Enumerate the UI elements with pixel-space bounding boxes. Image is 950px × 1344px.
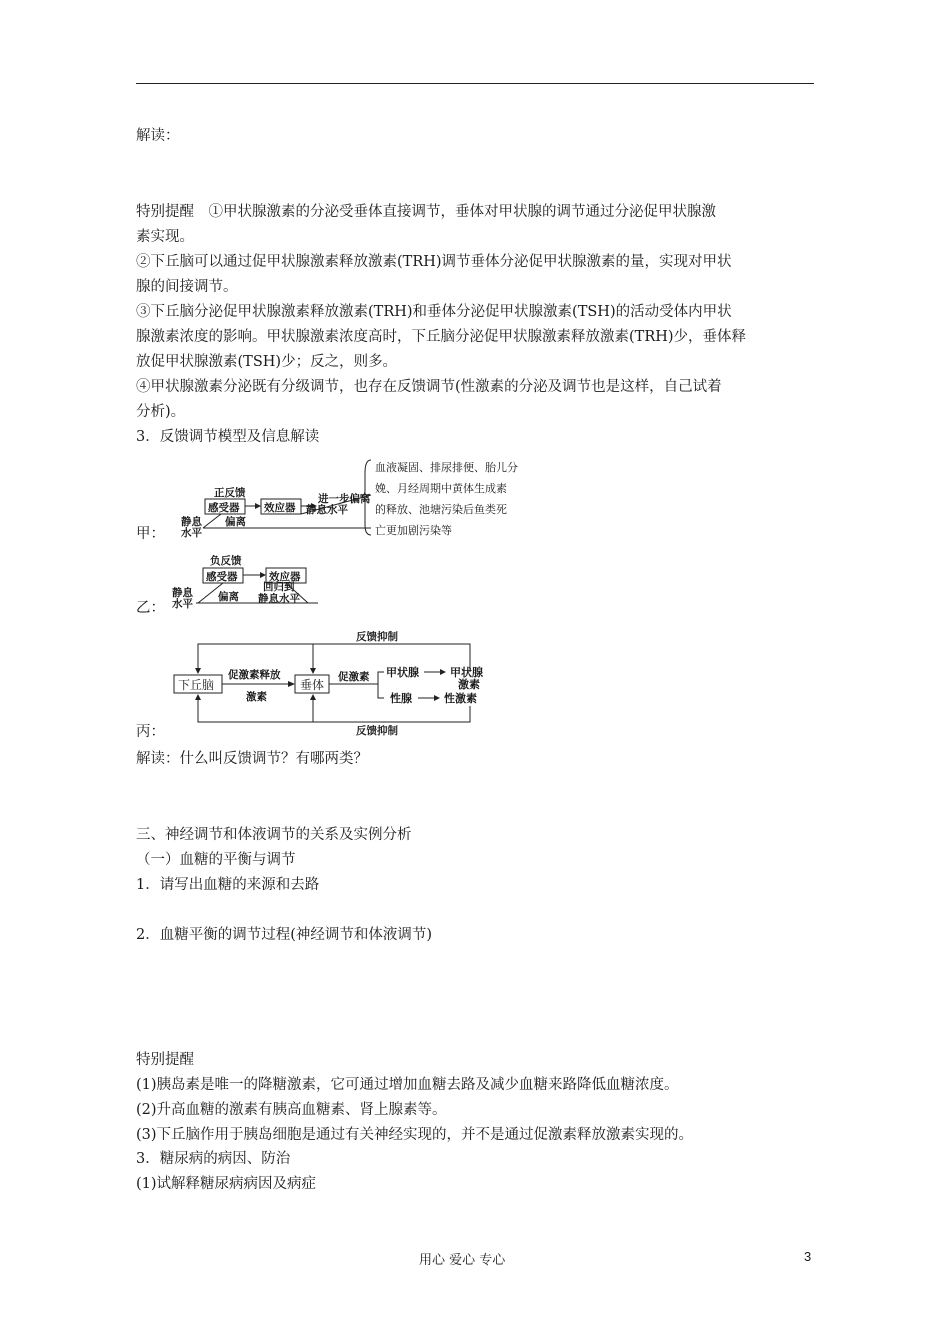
further-deviation-label: 进一步偏离 [318,493,371,505]
diabetes-title: 3．糖尿病的病因、防治 [136,1151,291,1167]
return-label: 回归到 [263,581,295,593]
subsection-title: （一）血糖的平衡与调节 [136,852,296,868]
arrowhead [310,694,316,700]
reminder1-line: 素实现。 [136,229,194,245]
further-deviation-label: 静息水平 [306,504,348,516]
deviation-line [203,514,221,528]
rest-level-label: 静息 [181,516,202,528]
receptor-label: 感受器 [206,571,238,583]
thyroid-hormone-label: 甲状腺 [450,666,483,679]
hormone-feedback-diagram [168,628,508,738]
feedback-line-top [198,644,470,672]
arrowhead [255,503,261,509]
sex-hormone-label: 性激素 [444,692,477,705]
feedback-line-bottom [198,700,470,722]
rest-level-label: 水平 [181,527,202,539]
interpretation-label: 解读： [136,128,180,144]
arrowhead [434,695,440,701]
gonad-label: 性腺 [390,692,412,705]
reminder1-line: 腺的间接调节。 [136,279,238,295]
return-label: 静息水平 [258,593,300,605]
positive-feedback-diagram [175,455,555,540]
effector-label: 效应器 [264,502,296,514]
example-line: 血液凝固、排尿排便、胎儿分 [375,461,518,474]
negative-feedback-diagram [168,552,328,612]
rest-level-label: 水平 [172,598,193,610]
example-line: 亡更加剧污染等 [375,524,452,537]
effector-label: 效应器 [269,571,301,583]
page-number: 3 [804,1249,812,1264]
reminder1-line: ④甲状腺激素分泌既有分级调节，也存在反馈调节(性激素的分泌及调节也是这样，自己试着 [136,379,722,395]
reminder2-item: (1)胰岛素是唯一的降糖激素，它可通过增加血糖去路及减少血糖来路降低血糖浓度。 [136,1077,679,1093]
arrowhead [260,572,266,578]
positive-feedback-label: 正反馈 [214,487,246,499]
arrowhead [288,681,295,687]
thyroid-label: 甲状腺 [386,666,419,679]
reminder1-line: 放促甲状腺激素(TSH)少；反之，则多。 [136,354,398,370]
diabetes-question: (1)试解释糖尿病病因及病症 [136,1176,317,1192]
arrowhead [195,668,201,674]
pituitary-label: 垂体 [300,678,325,692]
reminder2-item: (3)下丘脑作用于胰岛细胞是通过有关神经实现的，并不是通过促激素释放激素实现的。 [136,1127,694,1143]
reminder1-line: 特别提醒 ①甲状腺激素的分泌受垂体直接调节，垂体对甲状腺的调节通过分泌促甲状腺激 [136,204,716,220]
reminder2-item: (2)升高血糖的激素有胰高血糖素、肾上腺素等。 [136,1102,447,1118]
reminder1-line: ③下丘脑分泌促甲状腺激素释放激素(TRH)和垂体分泌促甲状腺激素(TSH)的活动受体内甲状 [136,304,732,320]
example-line: 娩、月经周期中黄体生成素 [375,482,507,495]
releasing-hormone-label: 促激素释放 [228,669,281,681]
reminder2-title: 特别提醒 [136,1052,194,1068]
diagram-bing-label: 丙： [136,724,165,740]
arrowhead [195,694,201,700]
receptor-label: 感受器 [208,502,240,514]
feedback-label: 反馈抑制 [356,631,398,643]
section3-title: 3．反馈调节模型及信息解读 [136,429,320,445]
deviation-label: 偏离 [218,591,239,603]
feedback-label: 反馈抑制 [356,725,398,737]
arrowhead [440,669,446,675]
releasing-hormone-label: 激素 [246,691,267,703]
diagram-jia-label: 甲： [136,526,165,542]
reminder1-line: ②下丘脑可以通过促甲状腺激素释放激素(TRH)调节垂体分泌促甲状腺激素的量，实现对甲状 [136,254,732,270]
footer-motto: 用心 爱心 专心 [419,1253,506,1268]
question-1: 1．请写出血糖的来源和去路 [136,877,320,893]
rest-level-label: 静息 [172,587,193,599]
thyroid-hormone-label: 激素 [458,678,480,691]
hypothalamus-label: 下丘脑 [178,678,215,692]
branch-bracket [378,672,384,698]
example-line: 的释放、池塘污染后鱼类死 [375,503,507,516]
reminder1-line: 分析)。 [136,404,186,420]
header-rule [136,83,814,84]
section-three-title: 三、神经调节和体液调节的关系及实例分析 [136,827,412,843]
tropic-hormone-label: 促激素 [338,671,370,683]
deviation-label: 偏离 [225,516,246,528]
negative-feedback-label: 负反馈 [210,555,242,567]
arrowhead [310,668,316,674]
question-2: 2．血糖平衡的调节过程(神经调节和体液调节) [136,927,433,943]
diagram-yi-label: 乙： [136,600,165,616]
interpretation-question: 解读：什么叫反馈调节？有哪两类？ [136,751,368,767]
reminder1-line: 腺激素浓度的影响。甲状腺激素浓度高时，下丘脑分泌促甲状腺激素释放激素(TRH)少，垂体释 [136,329,747,345]
